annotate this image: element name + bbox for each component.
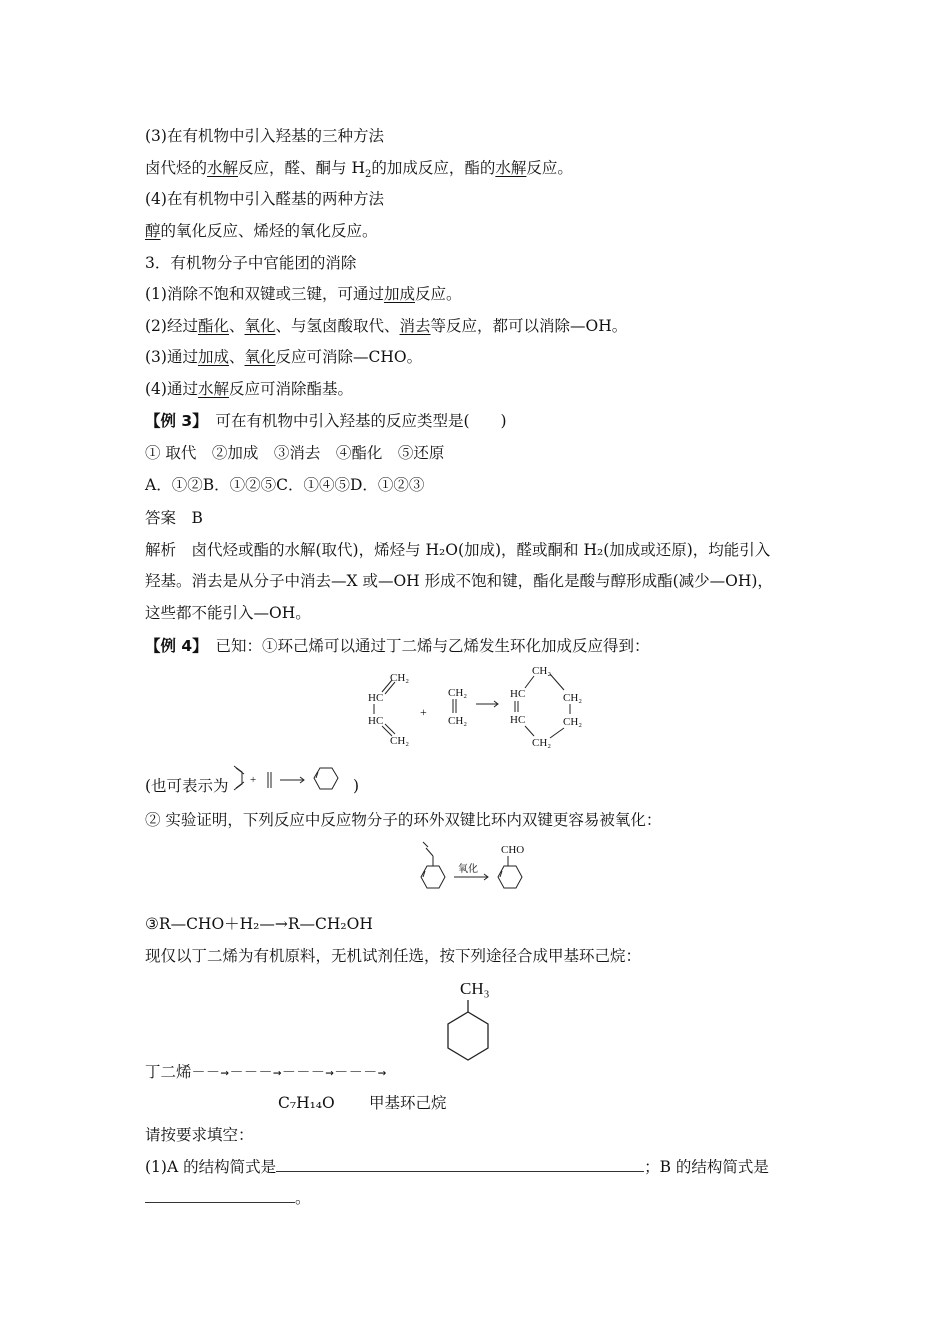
part-3-item-1: (1)消除不饱和双键或三键，可通过加成反应。	[145, 285, 462, 303]
example-4-known-3: ③R—CHO＋H₂—→R—CH₂OH	[145, 915, 373, 933]
answer-blank-b[interactable]	[145, 1188, 295, 1203]
fill-instruction: 请按要求填空：	[145, 1126, 254, 1144]
ethylene-ch2-bottom: CH₂	[448, 715, 468, 727]
example-3-explanation-3: 这些都不能引入—OH。	[145, 604, 311, 622]
example-4-also-shown-label: (也可表示为	[145, 777, 229, 795]
example-4-task: 现仅以丁二烯为有机原料，无机试剂任选，按下列途径合成甲基环己烷：	[145, 947, 642, 965]
example-3-explanation-1: 解析 卤代烃或酯的水解(取代)，烯烃与 H₂O(加成)，醛或酮和 H₂(加成或还原)，均能引入	[145, 541, 771, 559]
example-3-options: ① 取代 ②加成 ③消去 ④酯化 ⑤还原	[145, 444, 445, 462]
ring-ch2-bottom: CH₂	[532, 737, 552, 749]
section-4-title: (4)在有机物中引入醛基的两种方法	[145, 190, 384, 208]
part-3-item-4: (4)通过水解反应可消除酯基。	[145, 380, 353, 398]
ethylene-ch2-top: CH₂	[448, 687, 468, 699]
oxidation-scheme	[412, 838, 542, 902]
plus-sign: +	[420, 705, 427, 719]
section-4-line: 醇的氧化反应、烯烃的氧化反应。	[145, 222, 378, 240]
answer-blank-a[interactable]	[276, 1157, 644, 1172]
example-3-choices: A．①②B．①②⑤C．①④⑤D．①②③	[145, 476, 425, 494]
example-3-explanation-2: 羟基。消去是从分子中消去—X 或—OH 形成不饱和键，酯化是酸与醇形成酯(减少—OH)，	[145, 572, 773, 590]
part-3-item-3: (3)通过加成、氧化反应可消除—CHO。	[145, 348, 423, 366]
skeletal-reaction	[232, 762, 352, 798]
methylcyclohexane-structure	[436, 976, 506, 1076]
example-4-question: 【例 4】 已知：①环己烯可以通过丁二烯与乙烯发生环化加成反应得到：	[145, 637, 650, 655]
question-1: (1)A 的结构简式是 ；B 的结构简式是	[145, 1158, 769, 1176]
butadiene-ch2-top: CH₂	[390, 672, 410, 684]
butadiene-hc-2: HC	[368, 715, 384, 727]
ch3-group: CH₃	[460, 979, 490, 998]
example-4-known-2: ② 实验证明，下列反应中反应物分子的环外双键比环内双键更容易被氧化：	[145, 811, 662, 829]
butadiene-ch2-bottom: CH₂	[390, 735, 410, 747]
example-3-answer: 答案 B	[145, 509, 203, 527]
example-3-question: 【例 3】 可在有机物中引入羟基的反应类型是( )	[145, 412, 507, 430]
ring-hc-1: HC	[510, 688, 526, 700]
ring-ch2-right-2: CH₂	[563, 716, 583, 728]
ring-hc-2: HC	[510, 714, 526, 726]
question-1-cont: 。	[145, 1188, 311, 1208]
section-3-title: (3)在有机物中引入羟基的三种方法	[145, 127, 384, 145]
cho-group: CHO	[501, 844, 525, 856]
butadiene-hc-1: HC	[368, 692, 384, 704]
product-label: 甲基环己烷	[369, 1094, 447, 1112]
section-3-line: 卤代烃的水解反应，醛、酮与 $H_2$的加成反应，酯的水解反应。	[145, 159, 573, 181]
oxidation-label: 氧化	[458, 864, 478, 875]
skeletal-plus: +	[250, 774, 257, 786]
part-3-item-2: (2)经过酯化、氧化、与氢卤酸取代、消去等反应，都可以消除—OH。	[145, 317, 628, 335]
synthesis-route: 丁二烯－－→－－－→－－－→－－－→	[145, 1063, 387, 1081]
ring-ch2-top: CH₂	[532, 665, 552, 677]
example-4-also-shown-end: )	[353, 777, 360, 795]
diels-alder-scheme	[360, 664, 600, 754]
ring-ch2-right-1: CH₂	[563, 692, 583, 704]
part-3-title: 3．有机物分子中官能团的消除	[145, 254, 357, 272]
intermediate-formula: C₇H₁₄O	[278, 1094, 335, 1112]
